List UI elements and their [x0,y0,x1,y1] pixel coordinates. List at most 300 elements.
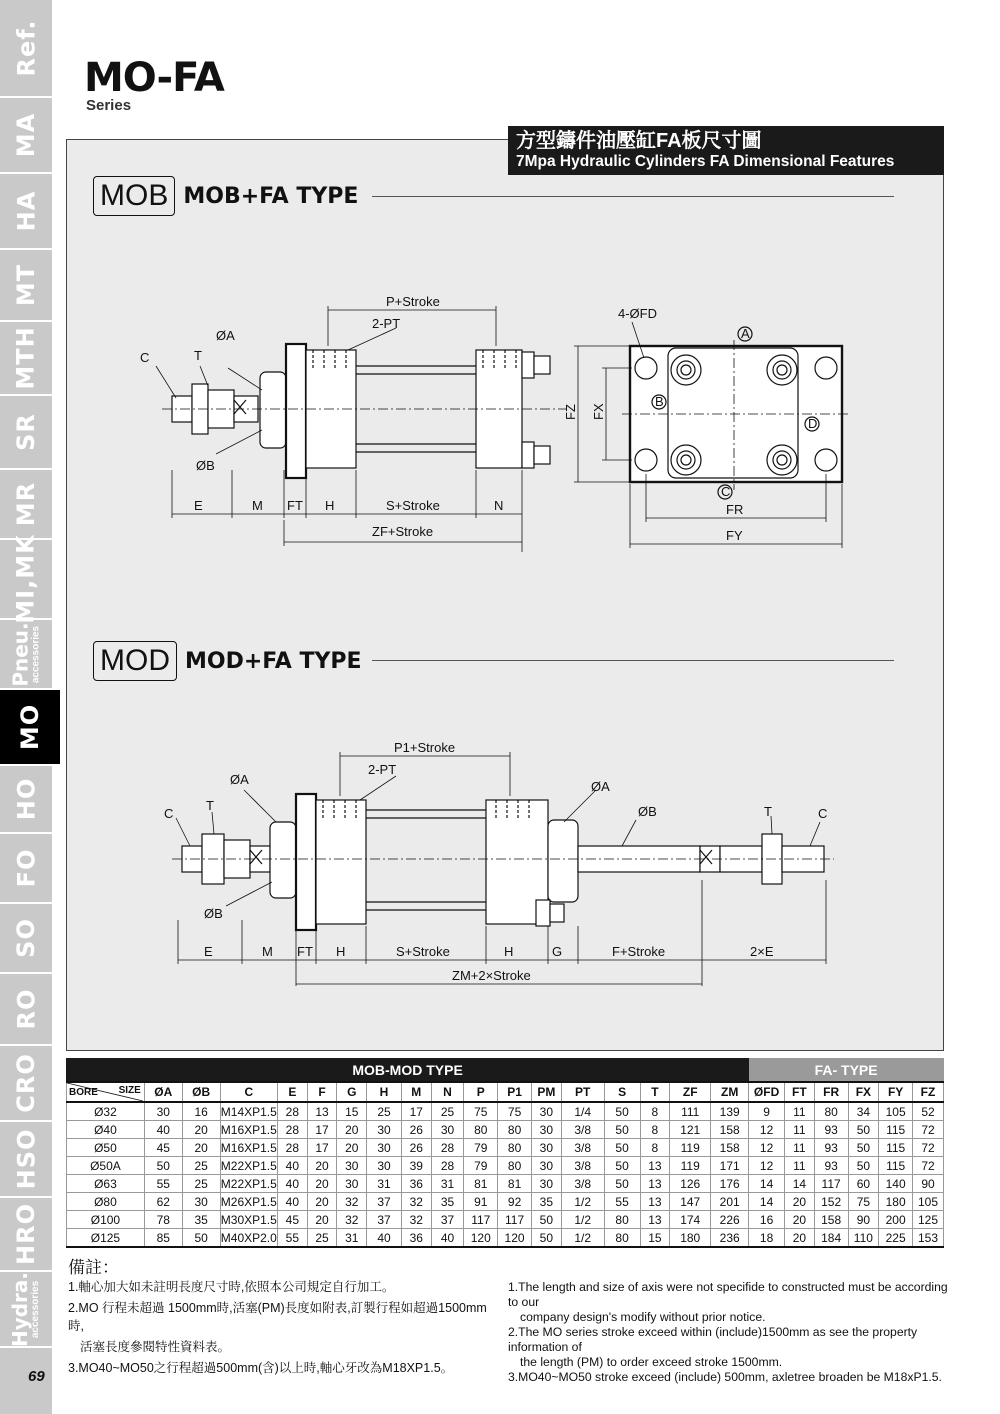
col-header: ZM [711,1082,749,1102]
table-cell: 31 [367,1175,402,1193]
series-title: MO-FA [84,55,224,101]
notes-english [508,1280,948,1385]
page-number: 69 [28,1368,45,1385]
mob-dim-n: N [494,498,504,513]
table-cell: 30 [531,1102,561,1121]
table-cell: 17 [401,1102,431,1121]
table-cell: 12 [749,1139,785,1157]
mod-dim-t: T [206,798,214,813]
mod-dim-2e: 2×E [750,944,774,959]
table-cell: 8 [640,1121,670,1139]
fa-dim-fz: FZ [563,404,578,420]
mod-dim-2pt: 2-PT [368,762,397,777]
table-cell: 117 [464,1211,498,1229]
side-tab-label: HA [11,190,40,232]
table-cell: 105 [913,1193,944,1211]
mod-dim-ob-rear: ØB [638,804,657,819]
table-cell: 20 [337,1121,367,1139]
note-en-3: 3.MO40~MO50 stroke exceed (include) 500mm, axletree broaden be M18xP1.5. [508,1370,942,1384]
col-header: ZF [670,1082,711,1102]
table-cell: 30 [182,1193,220,1211]
table-cell: 79 [464,1157,498,1175]
side-tab-label: Hydra. [8,1271,33,1347]
table-cell: 52 [913,1102,944,1121]
table-cell: 171 [711,1157,749,1175]
mob-dim-zf-stroke: ZF+Stroke [372,524,434,539]
table-cell: 13 [640,1175,670,1193]
table-cell: 50 [604,1121,640,1139]
table-cell: 32 [337,1193,367,1211]
table-cell: 40 [277,1157,307,1175]
mod-dim-zm: ZM+2×Stroke [452,968,531,983]
table-cell: 80 [498,1139,532,1157]
table-row [67,1175,944,1193]
mod-dim-f-stroke: F+Stroke [612,944,666,959]
table-cell: 80 [464,1121,498,1139]
spec-table [66,1058,944,1248]
side-tab-label: SO [12,918,40,958]
table-cell: 9 [749,1102,785,1121]
table-cell: M16XP1.5 [220,1122,277,1137]
table-cell: 55 [144,1175,182,1193]
mob-fa-drawing [66,280,944,560]
table-cell: 140 [879,1175,913,1193]
table-row [67,1211,944,1229]
fa-dim-4-fd: 4-ØFD [618,306,657,321]
side-tab-strip [0,0,52,1414]
note-cn-2: 2.MO 行程未超過 1500mm時,活塞(PM)長度如附表,訂製行程如超過1500mm時, [68,1301,487,1333]
mob-dim-2pt: 2-PT [372,316,401,331]
table-cell: 90 [913,1175,944,1193]
table-cell: 120 [498,1229,532,1248]
table-cell: 32 [337,1211,367,1229]
table-cell: M40XP2.0 [220,1229,277,1248]
table-cell: 153 [913,1229,944,1248]
table-cell: 119 [670,1157,711,1175]
mod-dim-c-rear: C [818,806,828,821]
table-cell: 37 [367,1193,402,1211]
table-cell: 13 [640,1157,670,1175]
side-tab-label: Ref. [12,19,41,77]
side-tab-cro[interactable] [0,1046,52,1122]
mod-dim-oa: ØA [230,772,249,787]
col-header: FZ [913,1082,944,1102]
mob-dim-c: C [140,350,150,365]
table-cell: 80 [604,1229,640,1248]
col-header: ØB [182,1082,220,1102]
table-cell: 180 [670,1229,711,1248]
table-cell: 37 [367,1211,402,1229]
table-cell: 3/8 [561,1157,604,1175]
table-cell: 50 [604,1139,640,1157]
table-cell: 119 [670,1139,711,1157]
table-cell: 40 [144,1121,182,1139]
mob-dim-ft: FT [287,498,303,513]
table-cell: 20 [307,1175,337,1193]
table-cell: 25 [367,1102,402,1121]
col-header: FT [785,1082,815,1102]
side-tab-so[interactable] [0,904,52,974]
table-cell: 75 [464,1102,498,1121]
side-tab-ha[interactable] [0,174,52,250]
table-cell: 75 [498,1102,532,1121]
table-cell: 14 [749,1175,785,1193]
table-cell: 30 [367,1139,402,1157]
table-cell: 85 [144,1229,182,1248]
table-cell: M30XP1.5 [220,1212,277,1227]
table-cell: 20 [307,1193,337,1211]
side-tab-mo[interactable] [0,690,60,766]
side-tab-hso[interactable] [0,1122,52,1198]
mod-dim-t-rear: T [764,804,772,819]
table-cell: 18 [749,1229,785,1248]
table-cell: 184 [814,1229,848,1248]
table-cell: 8 [640,1139,670,1157]
table-cell: 72 [913,1157,944,1175]
mod-dim-c: C [164,806,174,821]
table-cell: 117 [498,1211,532,1229]
table-cell: 115 [879,1139,913,1157]
bore-cell: Ø100 [67,1211,145,1229]
side-tab-mt[interactable] [0,250,52,322]
corner-bore-label: BORE [69,1087,98,1098]
table-cell: 60 [848,1175,879,1193]
mob-type-heading [93,176,358,216]
table-cell: 28 [431,1157,464,1175]
mob-type-box: MOB [93,176,175,216]
mod-type-heading [93,641,362,681]
table-cell: 17 [307,1121,337,1139]
table-cell: 26 [401,1139,431,1157]
table-cell: 30 [531,1121,561,1139]
table-cell: 115 [879,1157,913,1175]
table-cell: 20 [307,1157,337,1175]
table-cell: 20 [785,1229,815,1248]
table-cell: 3/8 [561,1121,604,1139]
mob-dim-s-stroke: S+Stroke [386,498,440,513]
table-cell: 26 [401,1121,431,1139]
bore-cell: Ø32 [67,1102,145,1121]
fa-callout-d: D [808,416,818,431]
table-cell: 16 [182,1102,220,1121]
table-cell: M22XP1.5 [220,1176,277,1191]
table-cell: 13 [640,1193,670,1211]
side-tab-label: CRO [12,1053,40,1113]
col-header: T [640,1082,670,1102]
table-cell: 40 [277,1193,307,1211]
table-cell: 121 [670,1121,711,1139]
mob-dim-h: H [325,498,335,513]
col-header: PM [531,1082,561,1102]
col-header: G [337,1082,367,1102]
side-tab-hydra[interactable] [0,1272,52,1348]
mob-dim-oa: ØA [216,328,235,343]
table-cell: 30 [531,1175,561,1193]
table-cell: 176 [711,1175,749,1193]
side-tab-hro[interactable] [0,1198,52,1272]
table-cell: 20 [182,1121,220,1139]
table-cell: 115 [879,1121,913,1139]
table-cell: 93 [814,1157,848,1175]
table-cell: 30 [531,1157,561,1175]
mob-dim-m: M [252,498,263,513]
table-cell: 12 [749,1121,785,1139]
mod-dim-g: G [552,944,563,959]
table-cell: 34 [848,1102,879,1121]
table-cell: 158 [814,1211,848,1229]
side-tab-pneu[interactable] [0,620,52,690]
mod-dim-oa-rear: ØA [591,779,610,794]
table-cell: 81 [498,1175,532,1193]
table-cell: 11 [785,1121,815,1139]
bore-cell: Ø125 [67,1229,145,1248]
fa-dim-fy: FY [726,528,743,543]
table-cell: 11 [785,1157,815,1175]
table-cell: 35 [531,1193,561,1211]
table-cell: 14 [785,1175,815,1193]
band-mob-mod: MOB-MOD TYPE [67,1059,749,1083]
mod-dim-ft: FT [297,944,313,959]
notes-title: 備註： [68,1258,119,1277]
table-cell: 93 [814,1121,848,1139]
table-cell: 81 [464,1175,498,1193]
table-cell: 39 [401,1157,431,1175]
table-cell: 62 [144,1193,182,1211]
table-cell: 55 [604,1193,640,1211]
col-header: S [604,1082,640,1102]
table-cell: 158 [711,1121,749,1139]
bore-cell: Ø40 [67,1121,145,1139]
col-header: ØFD [749,1082,785,1102]
side-tab-ro[interactable] [0,974,52,1046]
table-cell: 3/8 [561,1175,604,1193]
mod-type-box: MOD [93,641,177,681]
table-cell: 80 [498,1121,532,1139]
side-tab-ref[interactable] [0,0,52,98]
table-cell: 79 [464,1139,498,1157]
section-title-en: 7Mpa Hydraulic Cylinders FA Dimensional Features [516,153,895,170]
table-cell: 147 [670,1193,711,1211]
fa-callout-a: A [741,326,750,341]
table-cell: 28 [431,1139,464,1157]
side-tab-label: MO [15,703,44,751]
bore-cell: Ø80 [67,1193,145,1211]
side-tab-mimk[interactable] [0,534,52,624]
table-cell: 72 [913,1139,944,1157]
table-cell: 28 [277,1139,307,1157]
table-cell: 117 [814,1175,848,1193]
side-tab-label: Pneu. [8,621,33,687]
table-cell: 50 [531,1211,561,1229]
table-cell: 20 [182,1139,220,1157]
col-header: F [307,1082,337,1102]
note-en-2b: the length (PM) to order exceed stroke 1500mm. [520,1355,783,1369]
table-cell: 158 [711,1139,749,1157]
mod-dim-p1-stroke: P1+Stroke [394,740,456,755]
table-cell: 36 [401,1229,431,1248]
col-header: FY [879,1082,913,1102]
table-cell: 50 [144,1157,182,1175]
table-cell: 25 [182,1157,220,1175]
table-cell: 11 [785,1139,815,1157]
table-cell: 15 [640,1229,670,1248]
table-cell: 1/4 [561,1102,604,1121]
col-header: P [464,1082,498,1102]
table-cell: 45 [277,1211,307,1229]
table-cell: 20 [785,1211,815,1229]
table-cell: 72 [913,1121,944,1139]
side-tab-label: MTH [12,326,40,390]
table-cell: 110 [848,1229,879,1248]
table-cell: 111 [670,1102,711,1121]
table-cell: 20 [337,1139,367,1157]
mod-dim-h-rear: H [504,944,514,959]
col-header: FX [848,1082,879,1102]
col-header: ØA [144,1082,182,1102]
table-row [67,1193,944,1211]
size-bore-corner [67,1082,145,1102]
note-en-1: 1.The length and size of axis were not specifide to constructed must be according to our [508,1280,948,1309]
table-cell: 50 [604,1175,640,1193]
table-cell: 30 [531,1139,561,1157]
mob-dim-t: T [194,348,202,363]
table-cell: 125 [913,1211,944,1229]
table-cell: 80 [604,1211,640,1229]
side-tab-fo[interactable] [0,834,52,904]
col-header: PT [561,1082,604,1102]
table-cell: 35 [182,1211,220,1229]
corner-size-label: SIZE [118,1085,141,1096]
table-cell: 14 [749,1193,785,1211]
table-cell: 8 [640,1102,670,1121]
table-cell: 40 [431,1229,464,1248]
table-row [67,1102,944,1121]
table-cell: 35 [431,1193,464,1211]
table-cell: 180 [879,1193,913,1211]
side-tab-label: RO [11,988,40,1030]
mod-fa-drawing [66,730,944,1000]
mod-dim-ob: ØB [204,906,223,921]
side-tab-label: MT [11,263,40,307]
side-tab-label: MI,MK [12,534,41,624]
table-cell: 32 [401,1193,431,1211]
table-cell: 200 [879,1211,913,1229]
mod-dim-h: H [336,944,346,959]
side-tab-label: HRO [12,1203,40,1265]
table-cell: 30 [337,1157,367,1175]
mob-heading-rule [372,196,894,197]
side-tab-sr[interactable] [0,396,52,470]
col-header: N [431,1082,464,1102]
side-tab-mth[interactable] [0,322,52,396]
table-cell: 1/2 [561,1211,604,1229]
col-header: E [277,1082,307,1102]
table-cell: 25 [307,1229,337,1248]
note-en-2: 2.The MO series stroke exceed within (include)1500mm as see the property information of [508,1325,918,1354]
note-cn-1: 1.軸心加大如未註明長度尺寸時,依照本公司規定自行加工。 [68,1280,395,1294]
band-fa: FA- TYPE [749,1059,944,1083]
side-tab-label: SR [11,413,40,451]
side-tab-label: HSO [12,1128,40,1190]
side-tab-label: MA [12,112,40,158]
table-cell: 40 [277,1175,307,1193]
mob-dim-p-stroke: P+Stroke [386,294,440,309]
table-cell: M22XP1.5 [220,1158,277,1173]
table-cell: 15 [337,1102,367,1121]
table-cell: 80 [498,1157,532,1175]
table-cell: 36 [401,1175,431,1193]
table-cell: 13 [640,1211,670,1229]
section-title-box [508,126,944,175]
table-cell: 93 [814,1139,848,1157]
table-cell: 50 [848,1157,879,1175]
table-cell: 139 [711,1102,749,1121]
table-cell: 30 [367,1121,402,1139]
side-tab-sublabel: accessories [30,1280,42,1338]
table-cell: 105 [879,1102,913,1121]
bore-cell: Ø63 [67,1175,145,1193]
table-cell: 91 [464,1193,498,1211]
table-cell: 30 [144,1102,182,1121]
table-row [67,1139,944,1157]
side-tab-label: HO [12,777,40,821]
col-header: P1 [498,1082,532,1102]
table-cell: M26XP1.5 [220,1194,277,1209]
table-cell: 50 [848,1121,879,1139]
table-cell: 50 [531,1229,561,1248]
table-cell: 16 [749,1211,785,1229]
mod-dim-m: M [262,944,273,959]
side-tab-mr[interactable] [0,470,52,540]
table-cell: 50 [604,1102,640,1121]
table-cell: 50 [182,1229,220,1248]
col-header: FR [814,1082,848,1102]
table-row [67,1157,944,1175]
table-cell: 120 [464,1229,498,1248]
table-cell: 30 [431,1121,464,1139]
col-header: H [367,1082,402,1102]
table-row [67,1229,944,1248]
side-tab-ma[interactable] [0,98,52,174]
section-title-cn: 方型鑄件油壓缸FA板尺寸圖 [516,130,762,152]
table-cell: 1/2 [561,1229,604,1248]
table-cell: 20 [785,1193,815,1211]
mob-dim-ob: ØB [196,458,215,473]
table-cell: 25 [431,1102,464,1121]
fa-dim-fx: FX [591,403,606,420]
table-cell: 90 [848,1211,879,1229]
table-cell: M16XP1.5 [220,1140,277,1155]
table-cell: 30 [367,1157,402,1175]
mod-heading-rule [372,660,894,661]
side-tab-sublabel: accessories [30,625,42,683]
series-subtitle: Series [86,97,132,114]
table-cell: 92 [498,1193,532,1211]
side-tab-ho[interactable] [0,766,52,834]
notes-chinese [68,1278,488,1380]
table-cell: 31 [431,1175,464,1193]
table-cell: 31 [337,1229,367,1248]
table-cell: 45 [144,1139,182,1157]
table-cell: 28 [277,1102,307,1121]
mod-dim-e: E [204,944,213,959]
table-cell: 1/2 [561,1193,604,1211]
table-cell: 80 [814,1102,848,1121]
table-cell: 226 [711,1211,749,1229]
table-cell: 78 [144,1211,182,1229]
fa-callout-b: B [655,394,664,409]
table-cell: 28 [277,1121,307,1139]
